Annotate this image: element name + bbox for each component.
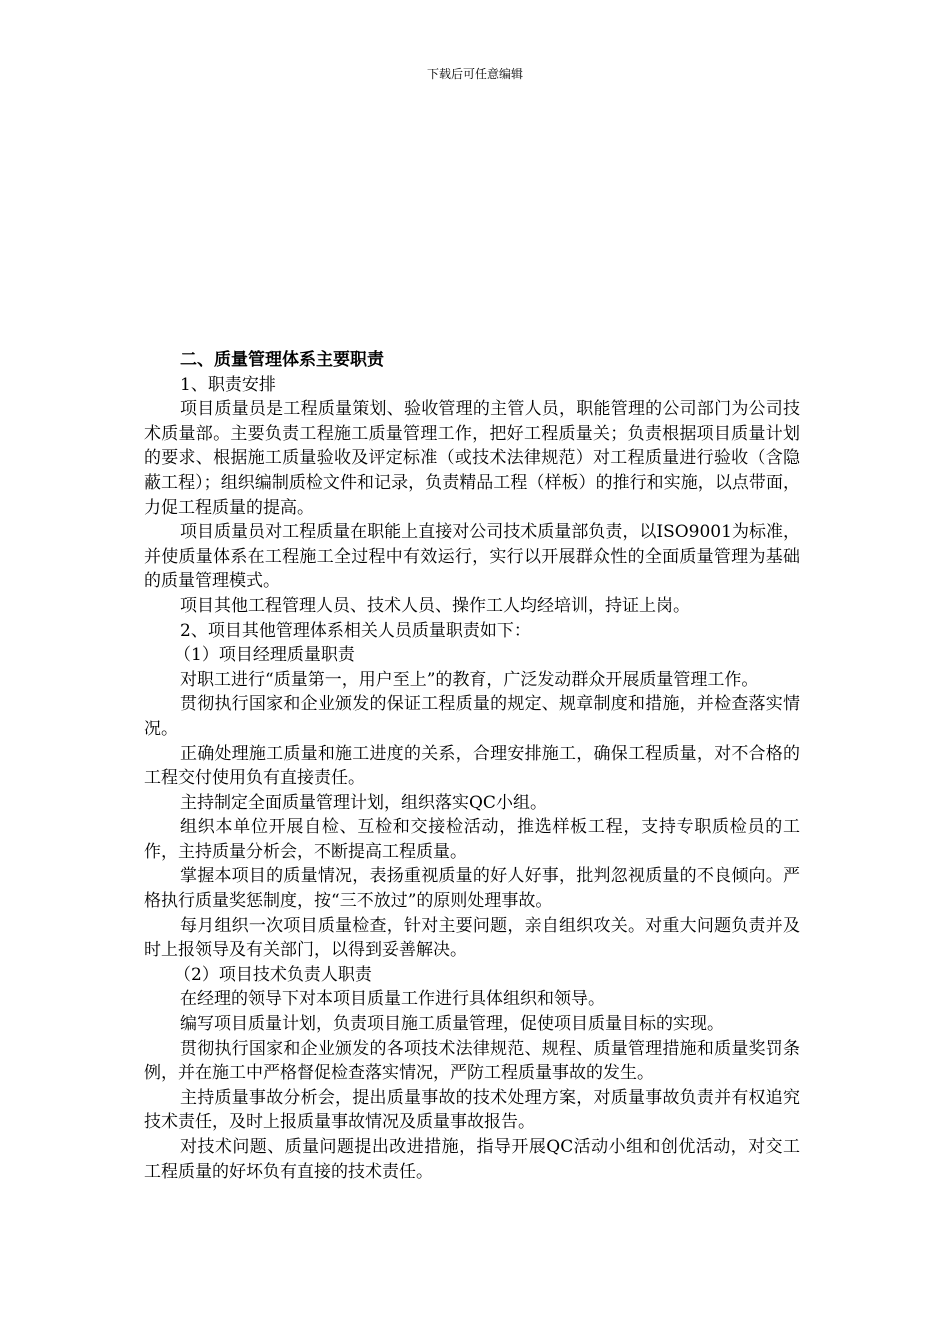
subsection-heading-other-staff: 2、项目其他管理体系相关人员质量职责如下： [180, 620, 531, 641]
paragraph: 项目质量员是工程质量策划、验收管理的主管人员，职能管理的公司部门为公司技术质量部。主要负责工程施工质量管理工作，把好工程质量关；负责根据项目质量计划的要求、根据施工质量验收及评定标准（或技术法律规范）对工程质量进行验收（含隐蔽工程）；组织编制质检文件和记录，负责精品工程（样板）的推行和实施，以点带面，力促工程质量的提高。 [144, 399, 800, 518]
paragraph: 掌握本项目的质量情况，表扬重视质量的好人好事，批判忽视质量的不良倾向。严格执行质量奖惩制度，按“三不放过”的原则处理事故。 [144, 866, 800, 912]
paragraph: 对职工进行“质量第一，用户至上”的教育，广泛发动群众开展质量管理工作。 [180, 669, 759, 690]
paragraph: 项目其他工程管理人员、技术人员、操作工人均经培训，持证上岗。 [180, 595, 690, 616]
paragraph: 组织本单位开展自检、互检和交接检活动，推选样板工程，支持专职质检员的工作，主持质量分析会，不断提高工程质量。 [144, 817, 800, 862]
page-header-note: 下载后可任意编辑 [426, 67, 523, 81]
paragraph: 主持质量事故分析会，提出质量事故的技术处理方案，对质量事故负责并有权追究技术责任，及时上报质量事故情况及质量事故报告。 [144, 1087, 800, 1133]
subsection-heading-responsibilities: 1、职责安排 [180, 374, 276, 395]
document-body [144, 348, 800, 1184]
paragraph: 贯彻执行国家和企业颁发的保证工程质量的规定、规章制度和措施，并检查落实情况。 [144, 694, 800, 739]
paragraph: 项目质量员对工程质量在职能上直接对公司技术质量部负责，以ISO9001为标准，并使质量体系在工程施工全过程中有效运行，实行以开展群众性的全面质量管理为基础的质量管理模式。 [144, 522, 800, 592]
paragraph: 编写项目质量计划，负责项目施工质量管理，促使项目质量目标的实现。 [180, 1014, 724, 1035]
role-heading-technical-lead: （2）项目技术负责人职责 [174, 964, 372, 985]
paragraph: 每月组织一次项目质量检查，针对主要问题，亲自组织攻关。对重大问题负责并及时上报领导及有关部门，以得到妥善解决。 [144, 915, 800, 961]
paragraph: 在经理的领导下对本项目质量工作进行具体组织和领导。 [180, 989, 605, 1010]
paragraph: 正确处理施工质量和施工进度的关系，合理安排施工，确保工程质量，对不合格的工程交付使用负有直接责任。 [144, 743, 800, 789]
paragraph: 对技术问题、质量问题提出改进措施，指导开展QC活动小组和创优活动，对交工工程质量的好坏负有直接的技术责任。 [144, 1137, 800, 1182]
section-heading: 二、质量管理体系主要职责 [180, 350, 384, 370]
role-heading-project-manager: （1）项目经理质量职责 [174, 645, 355, 666]
paragraph: 贯彻执行国家和企业颁发的各项技术法律规范、规程、质量管理措施和质量奖罚条例，并在施工中严格督促检查落实情况，严防工程质量事故的发生。 [144, 1038, 800, 1084]
paragraph: 主持制定全面质量管理计划，组织落实QC小组。 [180, 792, 547, 813]
